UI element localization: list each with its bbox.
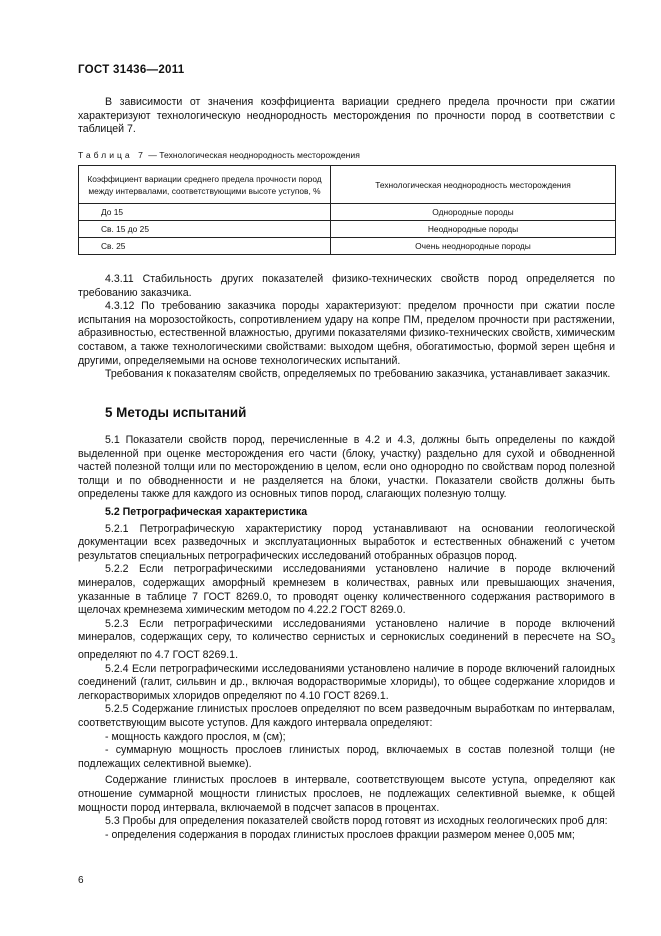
table-7 <box>78 165 616 255</box>
header-cell: Коэффициент вариации среднего предела прочности пород между интервалами, соответствующими высоте уступов, % <box>79 166 331 204</box>
table-header-row <box>79 166 616 204</box>
table-row <box>79 221 616 238</box>
paragraph-4-3-11: 4.3.11 Стабильность других показателей физико-технических свойств пород определяется по требованию заказчика. <box>78 273 615 299</box>
page-number: 6 <box>78 875 84 886</box>
list-item: - определения содержания в породах глинистых прослоев фракции размером менее 0,005 мм; <box>105 828 575 841</box>
header-cell: Технологическая неоднородность месторождения <box>331 166 616 204</box>
cell: Св. 25 <box>79 238 331 255</box>
paragraph-content: Содержание глинистых прослоев в интервале, соответствующем высоте уступа, определяют как отношение суммарной мощности глинистых прослоев, не подлежащих селективной выемке, к общей мощности пород интервала, включаемой в подсчет запасов в процентах. <box>78 774 615 814</box>
paragraph-5-2-2: 5.2.2 Если петрографическими исследованиями установлено наличие в породе включений минералов, содержащих аморфный кремнезем в количествах, равных или превышающих значения, указанные в таблице 7 ГОСТ 8269.0, то проводят оценку количественного содержания растворимого в щелочах кремнезема химическим методом по 4.22.2 ГОСТ 8269.0. <box>78 563 615 617</box>
p523-text: 5.2.3 Если петрографическими исследованиями установлено наличие в породе включений минералов, содержащих серу, то количество сернистых и сернокислых соединений в пересчете на SO <box>78 617 615 644</box>
intro-block <box>78 96 615 137</box>
table-caption <box>78 150 360 160</box>
section-heading: 5 Методы испытаний <box>105 405 247 420</box>
cell: Однородные породы <box>331 204 616 221</box>
cell: Очень неоднородные породы <box>331 238 616 255</box>
paragraph-5-2-1: 5.2.1 Петрографическую характеристику пород устанавливают на основании геологической документации всех разведочных и эксплуатационных выработок и естественных обнажений с учетом результатов специальных петрографических исследований отобранных образцов пород. <box>78 522 615 562</box>
paragraph-5-3: 5.3 Пробы для определения показателей свойств пород готовят из исходных геологических проб для: <box>105 815 608 828</box>
intro-paragraph: В зависимости от значения коэффициента вариации среднего предела прочности при сжатии характеризуют технологическую неоднородность месторождения по прочности пород в соответствии с таблицей 7. <box>78 96 615 136</box>
caption-prefix: Таблица 7 <box>78 150 146 160</box>
subsection-heading-5-2: 5.2 Петрографическая характеристика <box>105 505 308 518</box>
section-4-3-block <box>78 273 615 382</box>
cell: Св. 15 до 25 <box>79 221 331 238</box>
paragraph-5-2-4: 5.2.4 Если петрографическими исследованиями установлено наличие в породе включений галоидных соединений (галит, сильвин и др., включая водорастворимые хлориды), то общее содержание хлоридов и легкорастворимых хлоридов определяют по 4.10 ГОСТ 8269.1. <box>78 662 615 702</box>
paragraph-5-2-5: 5.2.5 Содержание глинистых прослоев определяют по всем разведочным выработкам по интервалам, соответствующим высоте уступов. Для каждого интервала определяют: <box>78 703 615 729</box>
paragraph-requirements: Требования к показателям свойств, определяемых по требованию заказчика, устанавливает заказчик. <box>105 368 611 381</box>
document-code: ГОСТ 31436—2011 <box>78 64 185 76</box>
section-5-block <box>78 434 615 842</box>
p523-subscript: 3 <box>611 638 615 646</box>
table-row <box>79 238 616 255</box>
paragraph-4-3-12: 4.3.12 По требованию заказчика породы характеризуют: пределом прочности при сжатии после испытания на морозостойкость, сопротивлением удару на копре ПМ, пределом прочности при растяжении, абразивностью, естественной влажностью, другими показателями физико-технических свойств, химическим составом, а также технологическими свойствами: выходом щебня, обогатимостью, формой зерен щебня и другими, определяемыми на основе технологических испытаний. <box>78 300 615 367</box>
paragraph-5-2-3 <box>78 618 615 663</box>
cell: Неоднородные породы <box>331 221 616 238</box>
paragraph-5-1: 5.1 Показатели свойств пород, перечисленные в 4.2 и 4.3, должны быть определены по каждой выделенной при оценке месторождения его части (блоку, участку) раздельно для сухой и обводненной частей полезной толщи или по месторождению в целом, если оно однородно по свойствам пород полезной толщи и по обводненности и не разделяется на блоки, участки. Показатели свойств должны быть определены также для каждого из основных типов пород, слагающих полезную толщу. <box>78 434 615 501</box>
list-item: - мощность каждого прослоя, м (см); <box>105 730 286 743</box>
caption-title: — Технологическая неоднородность месторождения <box>145 150 360 160</box>
p523-text-end: определяют по 4.7 ГОСТ 8269.1. <box>78 649 239 662</box>
table-row <box>79 204 616 221</box>
cell: До 15 <box>79 204 331 221</box>
list-item: - суммарную мощность прослоев глинистых пород, включаемых в состав полезной толщи (не подлежащих селективной выемке). <box>78 744 615 770</box>
